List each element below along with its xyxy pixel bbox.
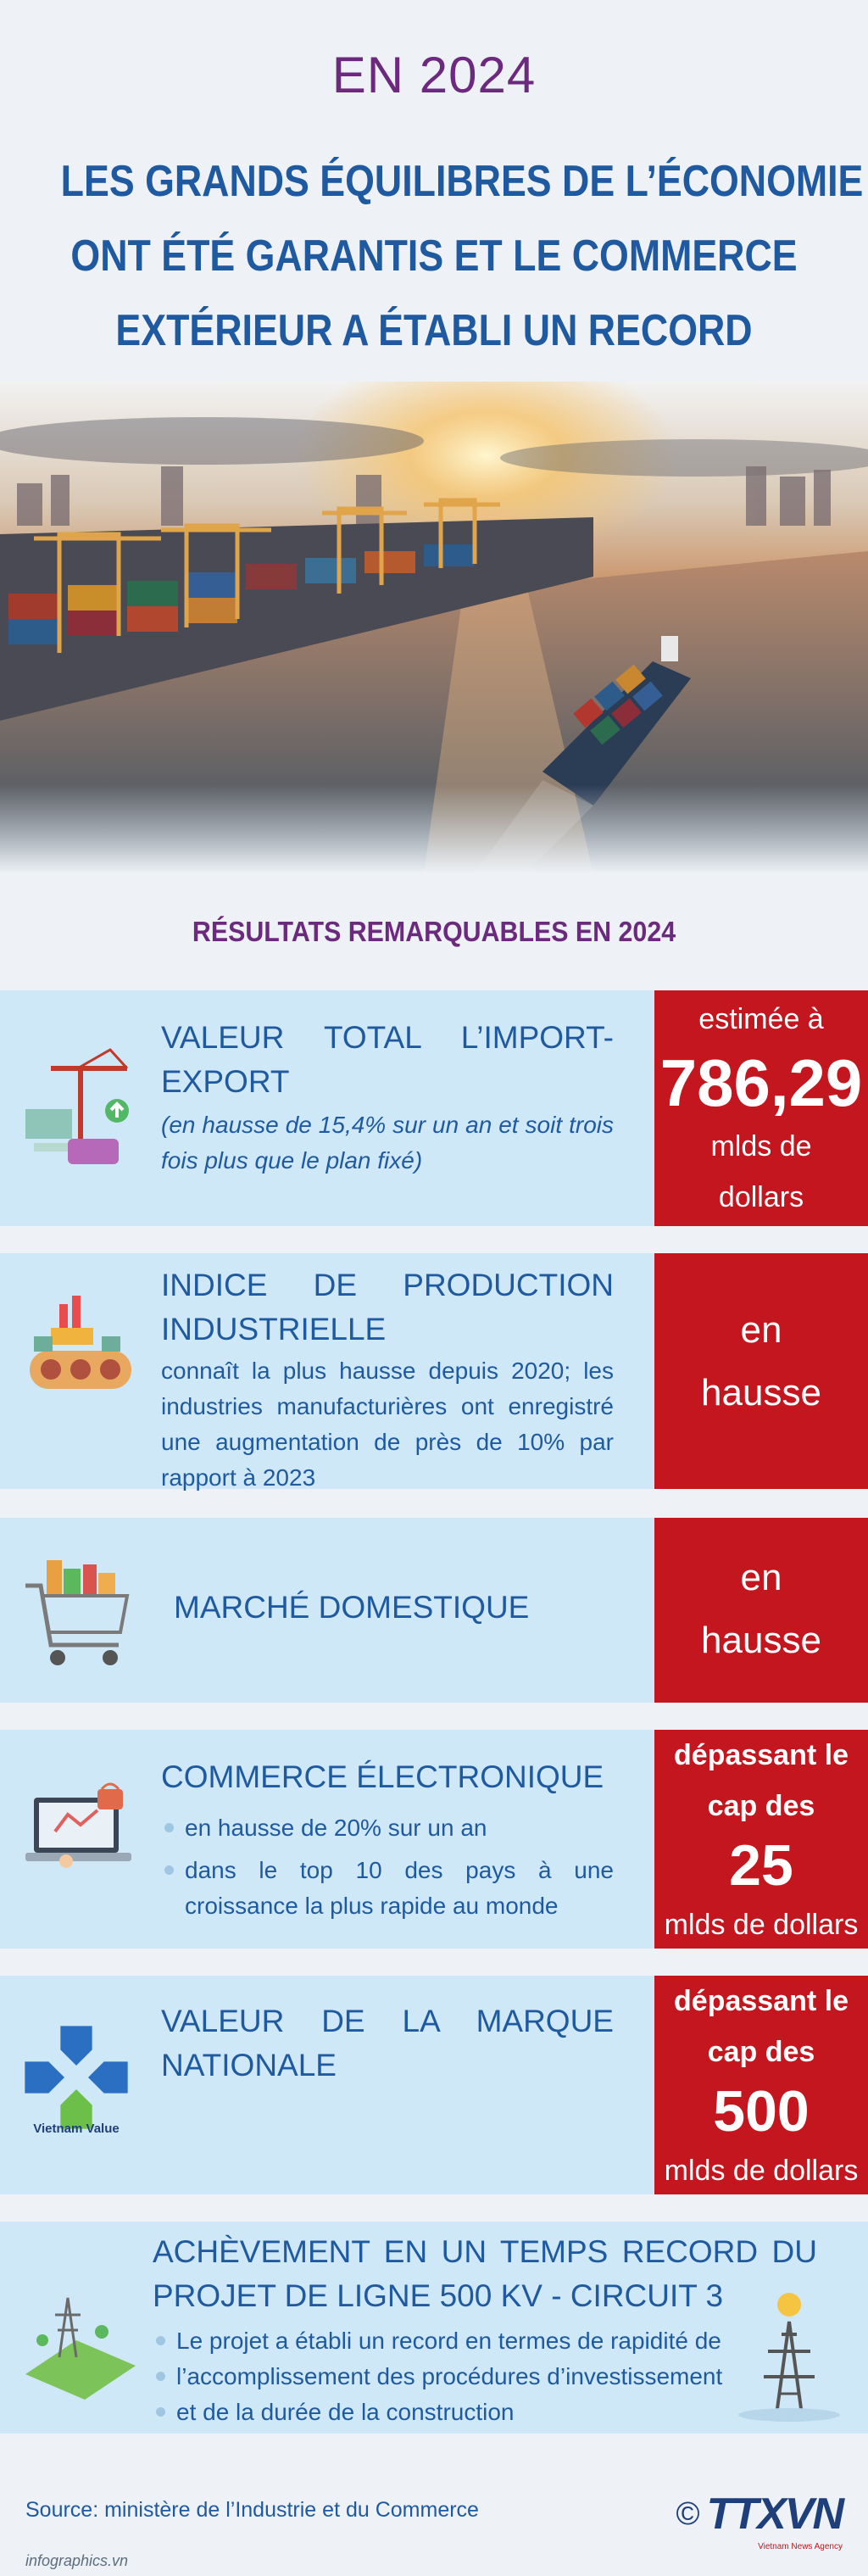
power-tower-icon: [17, 2281, 144, 2408]
factory-conveyor-icon: [17, 1287, 144, 1414]
card-title: VALEUR TOTAL L’IMPORT-EXPORT: [161, 1020, 614, 1099]
value-box: [654, 1730, 868, 1949]
year-heading: EN 2024: [331, 47, 537, 103]
card-title: COMMERCE ÉLECTRONIQUE: [161, 1759, 604, 1794]
shopping-cart-icon: [17, 1552, 144, 1679]
logo-caption: Vietnam Value: [33, 2122, 120, 2136]
value-number: 786,29: [659, 1045, 863, 1120]
bullet-item: dans le top 10 des pays à une croissance la plus rapide au monde: [161, 1853, 614, 1924]
source-note: Source: ministère de l’Industrie et du Commerce: [25, 2498, 479, 2522]
ttxvn-logo: [676, 2489, 843, 2551]
trend-line: hausse: [701, 1620, 821, 1661]
logo-subtext: Vietnam News Agency: [758, 2542, 843, 2551]
card-title: ACHÈVEMENT EN UN TEMPS RECORD DU PROJET DE LIGNE 500 KV - CIRCUIT 3: [153, 2234, 817, 2313]
value-prefix: cap des: [707, 1790, 815, 1822]
logo-text: TTXVN: [706, 2490, 843, 2539]
card-title: MARCHÉ DOMESTIQUE: [174, 1590, 530, 1625]
crane-container-icon: [17, 1041, 144, 1168]
trend-line: en: [740, 1557, 782, 1598]
headline-line: LES GRANDS ÉQUILIBRES DE L’ÉCONOMIE: [60, 157, 864, 206]
trend-line: hausse: [701, 1372, 821, 1413]
headline-line: ONT ÉTÉ GARANTIS ET LE COMMERCE: [70, 231, 798, 281]
bullet-item: en hausse de 20% sur un an: [161, 1810, 614, 1846]
trend-line: en: [740, 1309, 782, 1351]
bullet-list: [153, 2323, 732, 2430]
card-body: connaît la plus hausse depuis 2020; les industries manufacturières ont enregistré une augmentation de près de 10% par rapport à 2023: [161, 1358, 614, 1491]
port-photo: [0, 382, 868, 873]
value-unit: mlds de dollars: [664, 1909, 859, 1941]
copyright-icon: ©: [676, 2495, 700, 2532]
value-unit: dollars: [718, 1181, 804, 1213]
credit-text: infographics.vn: [25, 2552, 129, 2569]
card-ecommerce: [0, 1730, 868, 1949]
bullet-item: et de la durée de la construction: [153, 2395, 732, 2430]
value-unit: mlds de dollars: [664, 2155, 859, 2187]
card-title: VALEUR DE LA MARQUE NATIONALE: [161, 2004, 614, 2083]
value-box: [654, 1976, 868, 2194]
section-title: RÉSULTATS REMARQUABLES EN 2024: [192, 916, 676, 947]
card-note: (en hausse de 15,4% sur un an et soit trois fois plus que le plan fixé): [161, 1112, 614, 1174]
value-prefix: cap des: [707, 2036, 815, 2068]
value-box: [654, 990, 868, 1226]
value-unit: mlds de: [710, 1130, 812, 1163]
bullet-item: Le projet a établi un record en termes de rapidité de: [153, 2323, 732, 2359]
value-prefix: estimée à: [698, 1003, 824, 1035]
value-prefix: dépassant le: [674, 1739, 849, 1771]
card-import-export: [0, 990, 868, 1226]
trend-box: [654, 1253, 868, 1489]
bullet-list: [161, 1810, 614, 1924]
value-number: 25: [729, 1833, 793, 1898]
bullet-item: l’accomplissement des procédures d’investissement: [153, 2359, 732, 2395]
card-domestic-market: [0, 1518, 868, 1703]
trend-box: [654, 1518, 868, 1703]
headline: [60, 144, 864, 368]
laptop-shopping-icon: [17, 1772, 144, 1899]
card-national-brand: [0, 1976, 868, 2194]
value-prefix: dépassant le: [674, 1985, 849, 2017]
card-industrial-production: [0, 1253, 868, 1489]
value-number: 500: [713, 2079, 810, 2144]
headline-line: EXTÉRIEUR A ÉTABLI UN RECORD: [115, 306, 753, 355]
card-title: INDICE DE PRODUCTION INDUSTRIELLE: [161, 1268, 614, 1347]
vietnam-value-logo-icon: [17, 2018, 136, 2145]
card-power-line: [0, 2222, 868, 2434]
